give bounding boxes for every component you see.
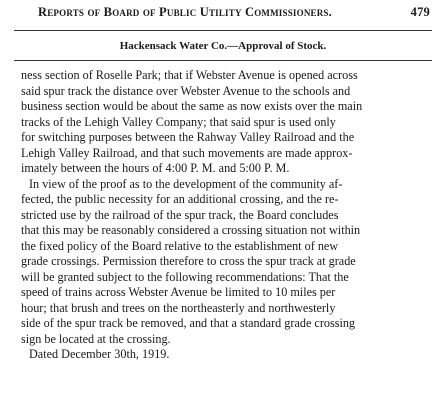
text-line: speed of trains across Webster Avenue be limited to 10 miles per	[21, 285, 336, 299]
section-subhead: Hackensack Water Co.—Approval of Stock.	[119, 40, 327, 52]
text-line: will be granted subject to the following recommendations: That the	[21, 269, 349, 284]
dated-line	[21, 347, 432, 363]
text-line: hour; that brush and trees on the northeasterly and northwesterly	[21, 300, 336, 315]
text-line: grade crossings. Permission therefore to cross the spur track at grade	[21, 254, 356, 268]
text-line: the fixed policy of the Board relative to the establishment of new	[21, 238, 339, 253]
page-number: 479	[410, 5, 430, 19]
text-line: Lehigh Valley Railroad, and that such movements are made approx-	[21, 145, 353, 160]
date-text: Dated December 30th, 1919.	[29, 347, 170, 361]
text-line: fected, the public necessity for an additional crossing, and the re-	[21, 192, 339, 206]
text-line: sign be located at the crossing.	[21, 331, 171, 346]
running-head	[22, 5, 430, 23]
text-line: said spur track the distance over Webster Avenue to the schools and	[21, 83, 351, 98]
text-line: for switching purposes between the Rahway Valley Railroad and the	[21, 130, 355, 144]
text-line: side of the spur track be removed, and that a standard grade crossing	[21, 316, 356, 330]
text-line: tracks of the Lehigh Valley Company; that said spur is used only	[21, 114, 336, 129]
running-head-title: Reports of Board of Public Utility Commissioners.	[38, 5, 332, 19]
text-line: that this may be reasonably considered a crossing situation not within	[21, 223, 361, 237]
paragraph-decision	[21, 177, 432, 348]
text-line: business section would be about the same as now exists over the main	[21, 99, 363, 113]
body-text	[21, 68, 432, 363]
text-line: In view of the proof as to the development of the community af-	[29, 176, 343, 191]
top-rule	[14, 30, 432, 31]
paragraph-continued	[21, 68, 432, 177]
text-line: stricted use by the railroad of the spur track, the Board concludes	[21, 207, 339, 222]
bottom-rule	[14, 60, 432, 61]
text-line: imately between the hours of 4:00 P. M. and 5:00 P. M.	[21, 161, 290, 175]
text-line: ness section of Roselle Park; that if Webster Avenue is opened across	[21, 68, 358, 82]
